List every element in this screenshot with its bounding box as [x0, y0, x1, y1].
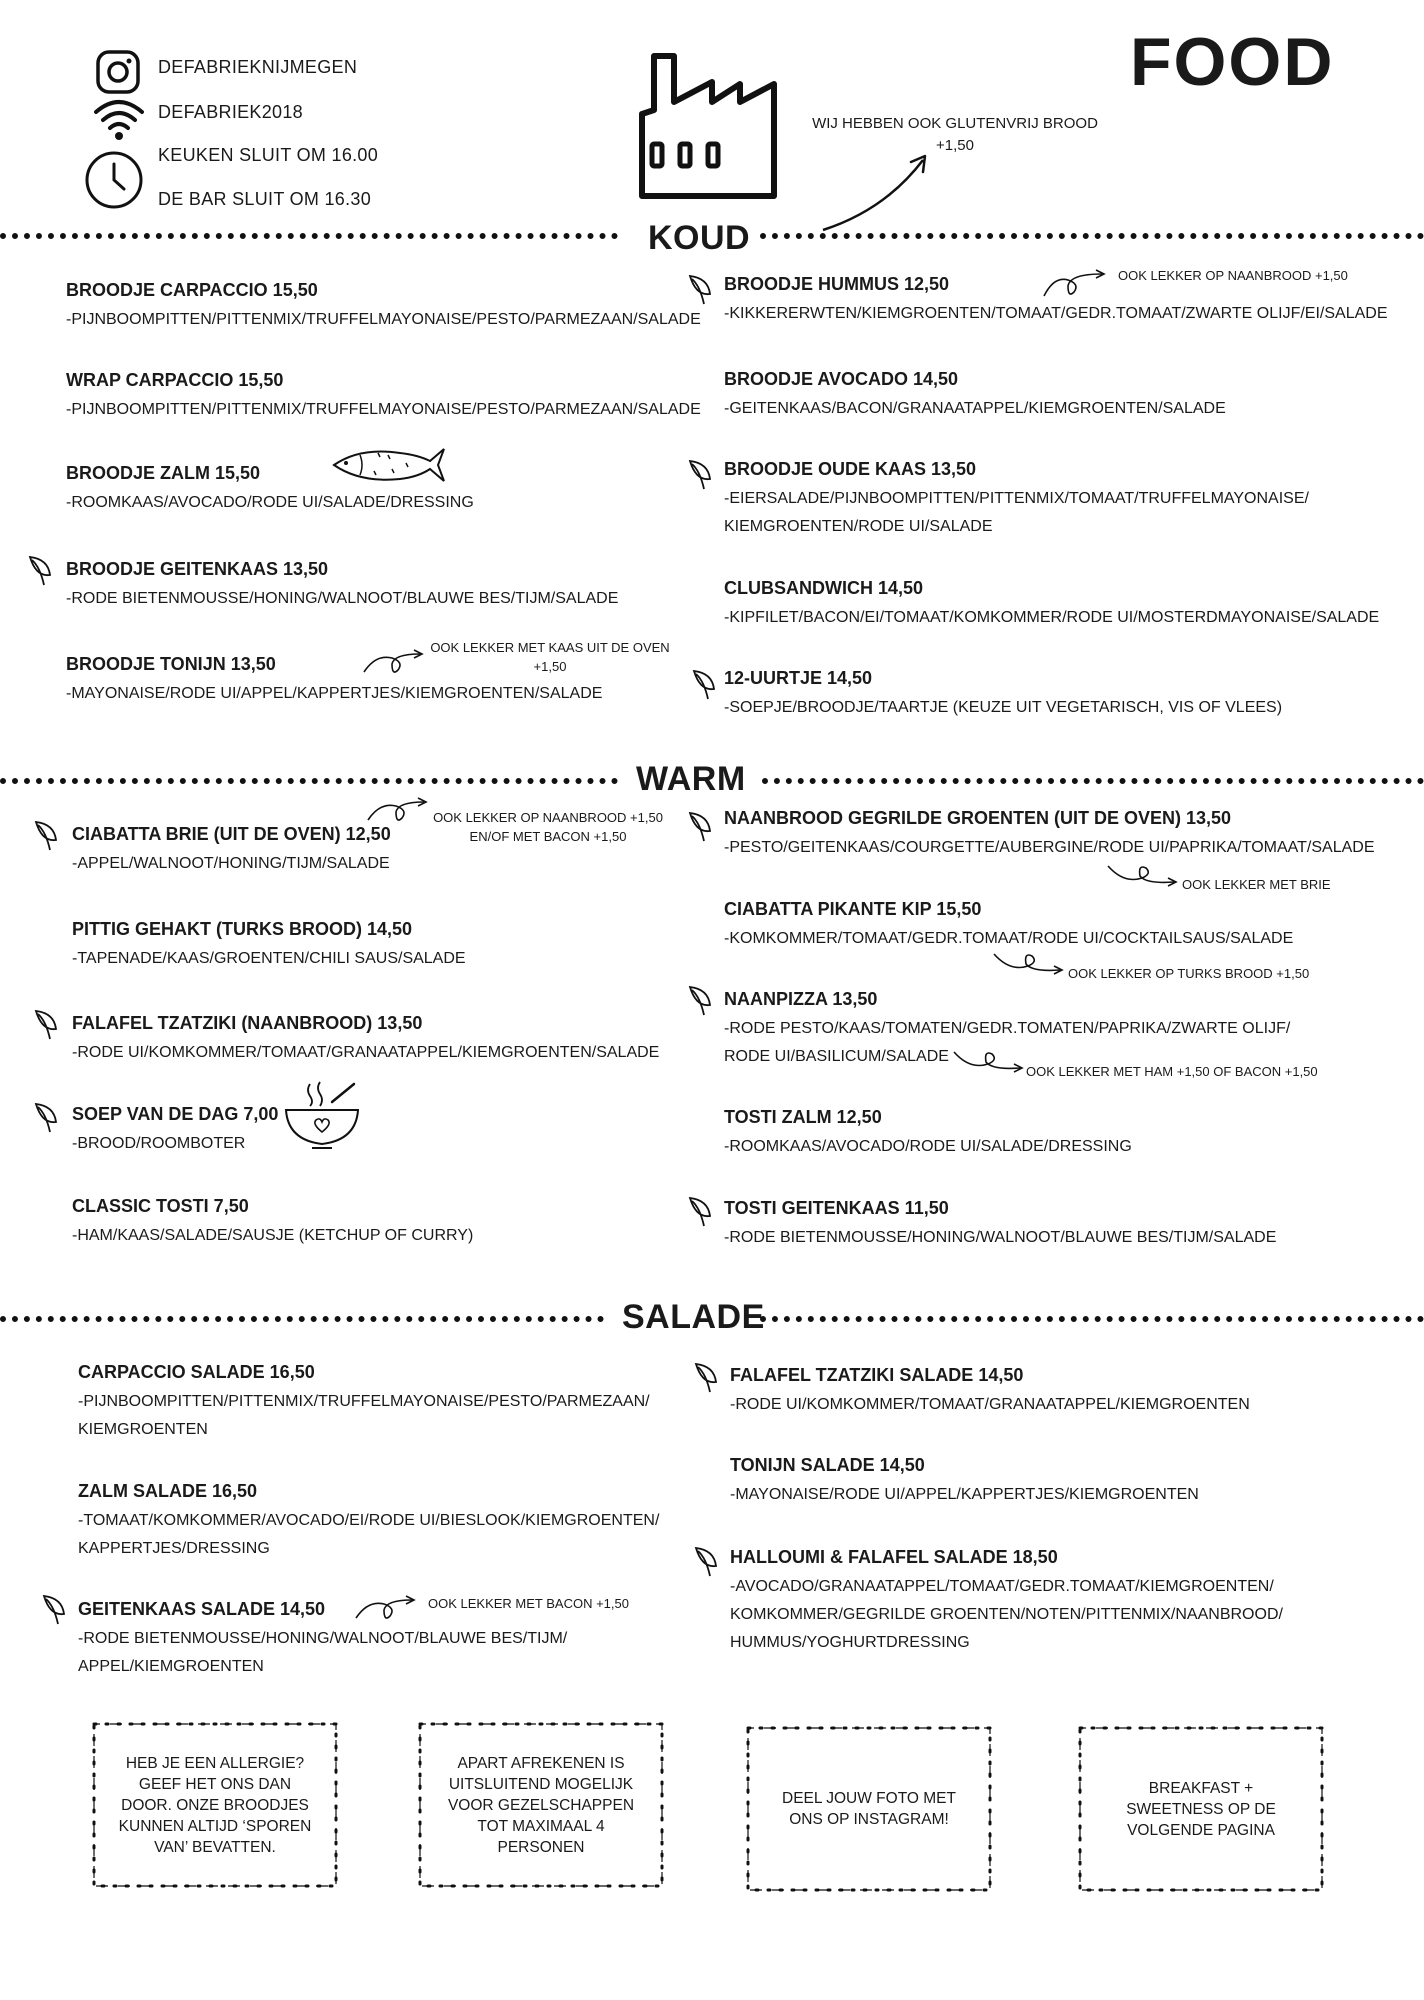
- item-note: OOK LEKKER OP NAANBROOD +1,50 EN/OF MET BACON +1,50: [433, 810, 663, 844]
- item-ingredients: -KIPFILET/BACON/EI/TOMAAT/KOMKOMMER/RODE UI/MOSTERDMAYONAISE/SALADE: [724, 609, 1380, 626]
- leaf-icon: [692, 1360, 720, 1399]
- instagram-icon: [94, 48, 142, 101]
- leaf-icon: [32, 1100, 60, 1139]
- item-ingredients: -BROOD/ROOMBOTER: [72, 1135, 246, 1152]
- item-ingredients: -PESTO/GEITENKAAS/COURGETTE/AUBERGINE/RODE UI/PAPRIKA/TOMAAT/SALADE: [724, 839, 1375, 856]
- item-name: HALLOUMI & FALAFEL SALADE 18,50: [730, 1547, 1058, 1567]
- item-name: PITTIG GEHAKT (TURKS BROOD) 14,50: [72, 919, 413, 939]
- leaf-icon: [686, 1194, 714, 1233]
- loop-arrow-icon: [1106, 862, 1184, 893]
- menu-item: [72, 917, 466, 973]
- item-ingredients: -KOMKOMMER/TOMAAT/GEDR.TOMAAT/RODE UI/COCKTAILSAUS/SALADE: [724, 930, 1294, 947]
- menu-item: [730, 1363, 1250, 1419]
- menu-item: [72, 1102, 278, 1158]
- box-text: DEEL JOUW FOTO MET ONS OP INSTAGRAM!: [782, 1790, 956, 1828]
- leaf-icon: [686, 272, 714, 311]
- item-name: CLASSIC TOSTI 7,50: [72, 1196, 249, 1216]
- item-ingredients: -SOEPJE/BROODJE/TAARTJE (KEUZE UIT VEGETARISCH, VIS OF VLEES): [724, 699, 1283, 716]
- gluten-free-note: WIJ HEBBEN OOK GLUTENVRIJ BROOD +1,50: [812, 115, 1098, 154]
- wifi-password: DEFABRIEK2018: [158, 102, 303, 122]
- item-ingredients: KIEMGROENTEN: [78, 1421, 208, 1438]
- section-divider: [0, 778, 618, 784]
- item-ingredients: KOMKOMMER/GEGRILDE GROENTEN/NOTEN/PITTENMIX/NAANBROOD/: [730, 1606, 1283, 1623]
- item-ingredients: -RODE UI/KOMKOMMER/TOMAAT/GRANAATAPPEL/KIEMGROENTEN/SALADE: [72, 1044, 660, 1061]
- info-box-allergy: [80, 1710, 350, 1900]
- section-divider: [760, 1316, 1424, 1322]
- factory-icon: [634, 52, 784, 207]
- curved-arrow-icon: [815, 150, 935, 240]
- item-name: CARPACCIO SALADE 16,50: [78, 1362, 315, 1382]
- item-name: ZALM SALADE 16,50: [78, 1481, 258, 1501]
- leaf-icon: [32, 818, 60, 857]
- item-name: WRAP CARPACCIO 15,50: [66, 370, 284, 390]
- menu-item: [724, 576, 1379, 632]
- info-box-breakfast: [1066, 1714, 1336, 1904]
- item-ingredients: -RODE BIETENMOUSSE/HONING/WALNOOT/BLAUWE BES/TIJM/SALADE: [66, 590, 619, 607]
- menu-item: [724, 806, 1375, 862]
- item-ingredients: -PIJNBOOMPITTEN/PITTENMIX/TRUFFELMAYONAISE/PESTO/PARMEZAAN/SALADE: [66, 311, 701, 328]
- item-ingredients: -TAPENADE/KAAS/GROENTEN/CHILI SAUS/SALADE: [72, 950, 466, 967]
- info-box-instagram: [734, 1714, 1004, 1904]
- leaf-icon: [686, 809, 714, 848]
- menu-item: [730, 1453, 1199, 1509]
- loop-arrow-icon: [354, 1594, 424, 1627]
- item-ingredients: -HAM/KAAS/SALADE/SAUSJE (KETCHUP OF CURRY): [72, 1227, 474, 1244]
- item-ingredients: -RODE PESTO/KAAS/TOMATEN/GEDR.TOMATEN/PAPRIKA/ZWARTE OLIJF/: [724, 1020, 1291, 1037]
- menu-item: [72, 822, 391, 878]
- item-name: NAANPIZZA 13,50: [724, 989, 878, 1009]
- item-ingredients: -RODE BIETENMOUSSE/HONING/WALNOOT/BLAUWE BES/TIJM/SALADE: [724, 1229, 1277, 1246]
- item-ingredients: -TOMAAT/KOMKOMMER/AVOCADO/EI/RODE UI/BIESLOOK/KIEMGROENTEN/: [78, 1512, 660, 1529]
- item-ingredients: -APPEL/WALNOOT/HONING/TIJM/SALADE: [72, 855, 390, 872]
- item-note: OOK LEKKER MET BRIE: [1182, 877, 1331, 892]
- section-title-koud: KOUD: [648, 219, 751, 257]
- leaf-icon: [26, 553, 54, 592]
- item-name: BROODJE AVOCADO 14,50: [724, 369, 959, 389]
- menu-item: [724, 897, 1293, 953]
- item-note: OOK LEKKER OP TURKS BROOD +1,50: [1068, 966, 1310, 981]
- section-title-salade: SALADE: [622, 1298, 765, 1336]
- item-ingredients: -MAYONAISE/RODE UI/APPEL/KAPPERTJES/KIEMGROENTEN/SALADE: [66, 685, 603, 702]
- leaf-icon: [686, 983, 714, 1022]
- leaf-icon: [686, 457, 714, 496]
- section-divider: [760, 233, 1424, 239]
- menu-item: [72, 1011, 659, 1067]
- item-name: BROODJE TONIJN 13,50: [66, 654, 276, 674]
- fish-icon: [330, 443, 448, 492]
- item-ingredients: RODE UI/BASILICUM/SALADE: [724, 1048, 949, 1065]
- leaf-icon: [32, 1007, 60, 1046]
- box-text: BREAKFAST + SWEETNESS OP DE VOLGENDE PAGINA: [1126, 1779, 1276, 1839]
- section-divider: [0, 1316, 604, 1322]
- loop-arrow-icon: [1042, 268, 1112, 305]
- item-name: CLUBSANDWICH 14,50: [724, 578, 924, 598]
- item-ingredients: -KIKKERERWTEN/KIEMGROENTEN/TOMAAT/GEDR.TOMAAT/ZWARTE OLIJF/EI/SALADE: [724, 305, 1388, 322]
- item-ingredients: KIEMGROENTEN/RODE UI/SALADE: [724, 518, 993, 535]
- item-ingredients: -MAYONAISE/RODE UI/APPEL/KAPPERTJES/KIEMGROENTEN: [730, 1486, 1199, 1503]
- loop-arrow-icon: [992, 950, 1070, 981]
- item-name: NAANBROOD GEGRILDE GROENTEN (UIT DE OVEN) 13,50: [724, 808, 1232, 828]
- leaf-icon: [690, 667, 718, 706]
- item-name: FALAFEL TZATZIKI (NAANBROOD) 13,50: [72, 1013, 423, 1033]
- item-note: OOK LEKKER OP NAANBROOD +1,50: [1118, 268, 1348, 283]
- item-note: OOK LEKKER MET KAAS UIT DE OVEN +1,50: [430, 640, 670, 674]
- item-note: OOK LEKKER MET HAM +1,50 OF BACON +1,50: [1026, 1064, 1318, 1079]
- menu-item: [66, 557, 618, 613]
- box-text: APART AFREKENEN IS UITSLUITEND MOGELIJK VOOR GEZELSCHAPPEN TOT MAXIMAAL 4 PERSONEN: [447, 1754, 635, 1856]
- item-ingredients: -PIJNBOOMPITTEN/PITTENMIX/TRUFFELMAYONAISE/PESTO/PARMEZAAN/: [78, 1393, 650, 1410]
- section-title-warm: WARM: [636, 760, 746, 798]
- clock-icon: [84, 150, 144, 215]
- menu-item: [78, 1479, 659, 1563]
- item-name: BROODJE CARPACCIO 15,50: [66, 280, 318, 300]
- loop-arrow-icon: [362, 648, 432, 681]
- item-name: CIABATTA BRIE (UIT DE OVEN) 12,50: [72, 824, 391, 844]
- leaf-icon: [40, 1592, 68, 1631]
- item-note: OOK LEKKER MET BACON +1,50: [428, 1596, 629, 1611]
- wifi-icon: [92, 96, 146, 147]
- item-ingredients: APPEL/KIEMGROENTEN: [78, 1658, 264, 1675]
- item-ingredients: -ROOMKAAS/AVOCADO/RODE UI/SALADE/DRESSING: [724, 1138, 1132, 1155]
- item-name: CIABATTA PIKANTE KIP 15,50: [724, 899, 982, 919]
- menu-item: [66, 278, 701, 334]
- menu-item: [724, 666, 1282, 722]
- info-box-payment: [406, 1710, 676, 1900]
- menu-item: [724, 457, 1309, 541]
- menu-item: [78, 1360, 650, 1444]
- item-name: TONIJN SALADE 14,50: [730, 1455, 925, 1475]
- item-ingredients: -ROOMKAAS/AVOCADO/RODE UI/SALADE/DRESSING: [66, 494, 474, 511]
- section-divider: [0, 233, 618, 239]
- menu-item: [730, 1545, 1283, 1657]
- instagram-handle: DEFABRIEKNIJMEGEN: [158, 57, 358, 77]
- leaf-icon: [692, 1544, 720, 1583]
- item-name: BROODJE ZALM 15,50: [66, 463, 261, 483]
- item-ingredients: -AVOCADO/GRANAATAPPEL/TOMAAT/GEDR.TOMAAT/KIEMGROENTEN/: [730, 1578, 1274, 1595]
- item-ingredients: -RODE BIETENMOUSSE/HONING/WALNOOT/BLAUWE BES/TIJM/: [78, 1630, 568, 1647]
- item-name: SOEP VAN DE DAG 7,00: [72, 1104, 279, 1124]
- box-text: HEB JE EEN ALLERGIE? GEEF HET ONS DAN DOOR. ONZE BROODJES KUNNEN ALTIJD ‘SPOREN VAN’ BEVATTEN.: [118, 1754, 312, 1856]
- item-name: BROODJE GEITENKAAS 13,50: [66, 559, 329, 579]
- item-name: GEITENKAAS SALADE 14,50: [78, 1599, 326, 1619]
- item-name: 12-UURTJE 14,50: [724, 668, 873, 688]
- item-name: BROODJE OUDE KAAS 13,50: [724, 459, 977, 479]
- item-name: FALAFEL TZATZIKI SALADE 14,50: [730, 1365, 1024, 1385]
- item-ingredients: -RODE UI/KOMKOMMER/TOMAAT/GRANAATAPPEL/KIEMGROENTEN: [730, 1396, 1250, 1413]
- item-ingredients: -GEITENKAAS/BACON/GRANAATAPPEL/KIEMGROENTEN/SALADE: [724, 400, 1226, 417]
- kitchen-hours: KEUKEN SLUIT OM 16.00: [158, 145, 379, 165]
- menu-item: [724, 1196, 1276, 1252]
- menu-item: [724, 1105, 1132, 1161]
- item-ingredients: -PIJNBOOMPITTEN/PITTENMIX/TRUFFELMAYONAISE/PESTO/PARMEZAAN/SALADE: [66, 401, 701, 418]
- loop-arrow-icon: [952, 1048, 1030, 1079]
- item-name: TOSTI GEITENKAAS 11,50: [724, 1198, 949, 1218]
- menu-item: [72, 1194, 473, 1250]
- page-title: FOOD: [1130, 24, 1335, 100]
- item-name: TOSTI ZALM 12,50: [724, 1107, 882, 1127]
- item-ingredients: -EIERSALADE/PIJNBOOMPITTEN/PITTENMIX/TOMAAT/TRUFFELMAYONAISE/: [724, 490, 1309, 507]
- item-ingredients: HUMMUS/YOGHURTDRESSING: [730, 1634, 970, 1651]
- menu-item: [66, 368, 701, 424]
- item-ingredients: KAPPERTJES/DRESSING: [78, 1540, 270, 1557]
- bar-hours: DE BAR SLUIT OM 16.30: [158, 189, 372, 209]
- section-divider: [762, 778, 1424, 784]
- soup-bowl-icon: [282, 1080, 362, 1159]
- item-name: BROODJE HUMMUS 12,50: [724, 274, 950, 294]
- menu-item: [724, 367, 1226, 423]
- loop-arrow-icon: [366, 796, 436, 829]
